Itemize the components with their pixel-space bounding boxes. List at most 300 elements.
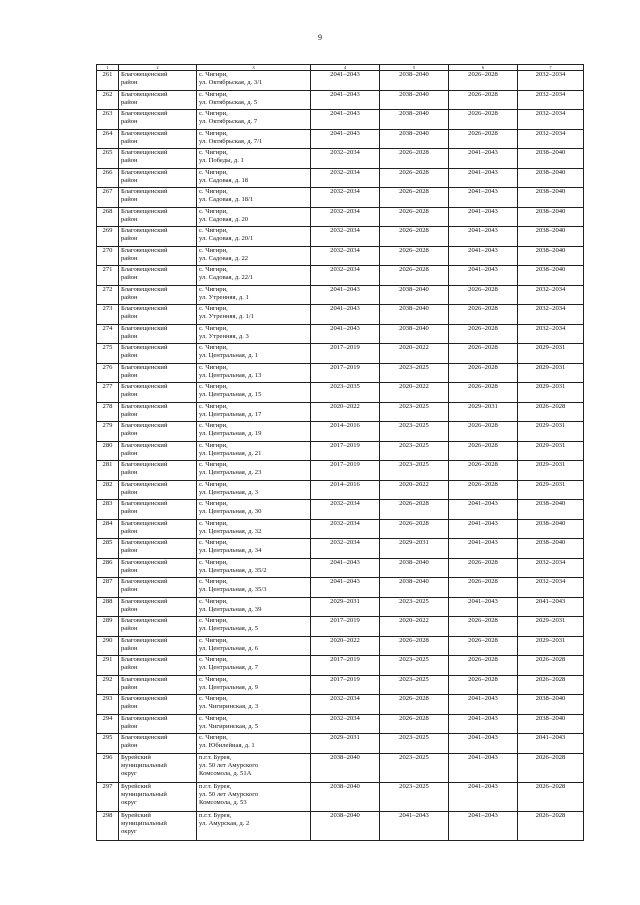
table-row [97, 344, 584, 364]
district-cell [119, 246, 197, 266]
period-cell: 2023–2025 [380, 734, 449, 754]
period-cell: 2032–2034 [518, 578, 584, 598]
row-number: 273 [97, 305, 119, 325]
table-row [97, 168, 584, 188]
period-cell: 2026–2028 [449, 461, 518, 481]
schedule-table [96, 64, 584, 841]
district-line: район [121, 332, 138, 340]
period-cell: 2041–2043 [449, 266, 518, 286]
period-cell: 2014–2016 [311, 480, 380, 500]
address-line: с. Чигири, [199, 441, 228, 449]
period-cell: 2026–2028 [449, 285, 518, 305]
district-cell [119, 266, 197, 286]
address-line: с. Чигири, [199, 188, 228, 195]
address-line: с. Чигири, [199, 636, 228, 644]
period-cell: 2029–2031 [518, 636, 584, 656]
district-cell [119, 617, 197, 637]
address-cell [197, 753, 311, 782]
row-number: 293 [97, 695, 119, 715]
address-cell [197, 500, 311, 520]
address-line: с. Чигири, [199, 129, 228, 137]
address-cell [197, 714, 311, 734]
district-line: район [121, 118, 138, 126]
table-row [97, 129, 584, 149]
period-cell: 2029–2031 [518, 344, 584, 364]
district-line: Благовещенский [121, 227, 168, 234]
address-line: с. Чигири, [199, 695, 228, 702]
period-cell: 2032–2034 [311, 500, 380, 520]
row-number: 261 [97, 71, 119, 91]
period-cell: 2041–2043 [449, 597, 518, 617]
row-number: 270 [97, 246, 119, 266]
address-cell [197, 441, 311, 461]
table-row [97, 71, 584, 91]
district-line: район [121, 605, 138, 613]
district-line: Бурейский [121, 753, 151, 761]
period-cell: 2029–2031 [380, 539, 449, 559]
period-cell: 2026–2028 [449, 558, 518, 578]
table-row [97, 714, 584, 734]
period-cell: 2026–2028 [380, 636, 449, 656]
period-cell: 2032–2034 [518, 324, 584, 344]
address-line: с. Чигири, [199, 207, 228, 215]
period-cell: 2026–2028 [380, 168, 449, 188]
table-row [97, 383, 584, 403]
district-cell [119, 734, 197, 754]
period-cell: 2038–2040 [518, 500, 584, 520]
district-line: район [121, 683, 138, 691]
column-number: 1 [97, 65, 119, 71]
address-cell [197, 129, 311, 149]
district-line: Бурейский [121, 811, 151, 819]
period-cell: 2038–2040 [380, 285, 449, 305]
district-line: Благовещенский [121, 519, 168, 527]
district-line: Благовещенский [121, 734, 168, 741]
district-line: Благовещенский [121, 188, 168, 195]
address-line: ул. Победы, д. 1 [199, 157, 244, 165]
row-number: 269 [97, 227, 119, 247]
period-cell: 2038–2040 [518, 246, 584, 266]
column-number: 7 [518, 65, 584, 71]
period-cell: 2026–2028 [518, 753, 584, 782]
table-row [97, 246, 584, 266]
period-cell: 2041–2043 [449, 227, 518, 247]
row-number: 262 [97, 90, 119, 110]
column-number: 6 [449, 65, 518, 71]
address-line: п.г.т. Бурея, [199, 811, 232, 819]
district-line: район [121, 352, 138, 360]
period-cell: 2032–2034 [311, 266, 380, 286]
period-cell: 2023–2025 [380, 441, 449, 461]
district-line: Благовещенский [121, 539, 168, 546]
row-number: 283 [97, 500, 119, 520]
period-cell: 2026–2028 [449, 675, 518, 695]
address-cell [197, 149, 311, 169]
period-cell: 2041–2043 [449, 695, 518, 715]
period-cell: 2032–2034 [311, 149, 380, 169]
period-cell: 2026–2028 [380, 714, 449, 734]
period-cell: 2026–2028 [449, 656, 518, 676]
address-line: с. Чигири, [199, 480, 228, 488]
address-cell [197, 519, 311, 539]
period-cell: 2026–2028 [380, 695, 449, 715]
address-cell [197, 578, 311, 598]
table-row [97, 519, 584, 539]
period-cell: 2038–2040 [380, 71, 449, 91]
address-cell [197, 305, 311, 325]
period-cell: 2026–2028 [380, 500, 449, 520]
address-line: ул. Октябрьская, д. 5 [199, 98, 258, 106]
period-cell: 2014–2016 [311, 422, 380, 442]
address-line: ул. Садовая, д. 20 [199, 215, 249, 223]
row-number: 289 [97, 617, 119, 637]
district-cell [119, 811, 197, 840]
district-line: Благовещенский [121, 636, 168, 644]
period-cell: 2032–2034 [311, 246, 380, 266]
address-line: ул. Центральная, д. 35/2 [199, 566, 267, 574]
address-line: с. Чигири, [199, 246, 228, 254]
district-line: район [121, 547, 138, 555]
address-line: ул. Центральная, д. 3 [199, 488, 259, 496]
row-number: 297 [97, 782, 119, 811]
district-cell [119, 71, 197, 91]
address-line: ул. Садовая, д. 22/1 [199, 274, 254, 282]
table-row [97, 597, 584, 617]
address-cell [197, 558, 311, 578]
period-cell: 2026–2028 [449, 344, 518, 364]
address-line: с. Чигири, [199, 558, 228, 566]
period-cell: 2041–2043 [518, 597, 584, 617]
period-cell: 2038–2040 [380, 305, 449, 325]
table-row [97, 207, 584, 227]
address-line: ул. Центральная, д. 15 [199, 391, 262, 399]
period-cell: 2026–2028 [449, 71, 518, 91]
address-line: с. Чигири, [199, 344, 228, 351]
period-cell: 2041–2043 [311, 558, 380, 578]
period-cell: 2023–2025 [380, 753, 449, 782]
district-cell [119, 753, 197, 782]
column-number: 4 [311, 65, 380, 71]
district-cell [119, 207, 197, 227]
row-number: 279 [97, 422, 119, 442]
row-number: 268 [97, 207, 119, 227]
table-row [97, 753, 584, 782]
district-cell [119, 285, 197, 305]
district-line: район [121, 566, 138, 574]
district-line: район [121, 137, 138, 145]
district-line: район [121, 742, 138, 750]
period-cell: 2026–2028 [380, 207, 449, 227]
period-cell: 2038–2040 [311, 782, 380, 811]
district-line: район [121, 176, 138, 184]
district-line: район [121, 235, 138, 243]
district-cell [119, 402, 197, 422]
row-number: 278 [97, 402, 119, 422]
district-line: район [121, 527, 138, 535]
period-cell: 2041–2043 [311, 305, 380, 325]
address-cell [197, 90, 311, 110]
address-line: с. Чигири, [199, 227, 228, 234]
period-cell: 2041–2043 [449, 188, 518, 208]
district-line: район [121, 371, 138, 379]
table-row [97, 305, 584, 325]
address-line: ул. Центральная, д. 7 [199, 664, 259, 672]
table-row [97, 461, 584, 481]
address-line: ул. Утренняя, д. 1/1 [199, 313, 254, 321]
address-line: ул. Юбилейная, д. 1 [199, 742, 255, 750]
address-line: ул. Чигиринская, д. 5 [199, 722, 259, 730]
period-cell: 2038–2040 [518, 714, 584, 734]
address-line: ул. Центральная, д. 35/3 [199, 586, 267, 594]
period-cell: 2029–2031 [518, 441, 584, 461]
district-line: район [121, 469, 138, 477]
period-cell: 2029–2031 [449, 402, 518, 422]
table-row [97, 227, 584, 247]
period-cell: 2029–2031 [518, 422, 584, 442]
address-line: ул. Садовая, д. 18/1 [199, 196, 254, 204]
address-line: Комсомола, д. 53 [199, 799, 247, 807]
table-body [97, 65, 584, 841]
period-cell: 2038–2040 [518, 207, 584, 227]
table-row [97, 617, 584, 637]
address-line: ул. Октябрьская, д. 3/1 [199, 79, 263, 87]
address-cell [197, 285, 311, 305]
table-row [97, 675, 584, 695]
row-number: 281 [97, 461, 119, 481]
row-number: 298 [97, 811, 119, 840]
period-cell: 2041–2043 [449, 539, 518, 559]
period-cell: 2026–2028 [380, 519, 449, 539]
period-cell: 2029–2031 [518, 363, 584, 383]
address-line: с. Чигири, [199, 597, 228, 605]
row-number: 292 [97, 675, 119, 695]
address-cell [197, 539, 311, 559]
period-cell: 2020–2022 [380, 480, 449, 500]
district-cell [119, 500, 197, 520]
district-line: Благовещенский [121, 422, 168, 429]
address-line: п.г.т. Бурея, [199, 753, 232, 761]
period-cell: 2038–2040 [518, 539, 584, 559]
period-cell: 2038–2040 [380, 578, 449, 598]
address-line: ул. Центральная, д. 19 [199, 430, 262, 438]
column-number: 2 [119, 65, 197, 71]
period-cell: 2029–2031 [518, 461, 584, 481]
district-line: Благовещенский [121, 246, 168, 254]
period-cell: 2038–2040 [380, 90, 449, 110]
period-cell: 2032–2034 [518, 129, 584, 149]
district-line: Благовещенский [121, 168, 168, 176]
table-row [97, 578, 584, 598]
table-row [97, 363, 584, 383]
period-cell: 2041–2043 [311, 110, 380, 130]
address-line: ул. 50 лет Амурского [199, 790, 259, 798]
district-line: Благовещенский [121, 305, 168, 312]
district-cell [119, 188, 197, 208]
period-cell: 2041–2043 [311, 285, 380, 305]
address-line: с. Чигири, [199, 90, 228, 98]
address-line: с. Чигири, [199, 422, 228, 429]
period-cell: 2026–2028 [449, 578, 518, 598]
period-cell: 2041–2043 [449, 519, 518, 539]
period-cell: 2032–2034 [311, 168, 380, 188]
district-line: Благовещенский [121, 578, 168, 585]
table-row [97, 539, 584, 559]
district-line: Благовещенский [121, 266, 168, 273]
district-cell [119, 227, 197, 247]
district-line: Благовещенский [121, 110, 168, 117]
period-cell: 2032–2034 [518, 285, 584, 305]
address-line: ул. Центральная, д. 6 [199, 644, 259, 652]
row-number: 286 [97, 558, 119, 578]
district-line: Благовещенский [121, 675, 168, 683]
district-line: муниципальный [121, 790, 167, 798]
district-cell [119, 695, 197, 715]
district-cell [119, 636, 197, 656]
row-number: 272 [97, 285, 119, 305]
district-line: район [121, 157, 138, 165]
period-cell: 2038–2040 [518, 149, 584, 169]
period-cell: 2038–2040 [518, 519, 584, 539]
period-cell: 2032–2034 [311, 207, 380, 227]
address-line: с. Чигири, [199, 285, 228, 293]
period-cell: 2023–2025 [380, 597, 449, 617]
period-cell: 2026–2028 [518, 782, 584, 811]
address-line: п.г.т. Бурея, [199, 782, 232, 790]
period-cell: 2029–2031 [311, 597, 380, 617]
period-cell: 2041–2043 [518, 734, 584, 754]
period-cell: 2026–2028 [449, 110, 518, 130]
period-cell: 2029–2031 [518, 383, 584, 403]
period-cell: 2041–2043 [449, 782, 518, 811]
district-cell [119, 344, 197, 364]
address-cell [197, 71, 311, 91]
period-cell: 2032–2034 [311, 714, 380, 734]
district-line: район [121, 644, 138, 652]
district-line: Благовещенский [121, 714, 168, 722]
period-cell: 2026–2028 [380, 246, 449, 266]
period-cell: 2026–2028 [518, 811, 584, 840]
district-line: Благовещенский [121, 597, 168, 605]
row-number: 267 [97, 188, 119, 208]
address-cell [197, 188, 311, 208]
table-row [97, 636, 584, 656]
district-cell [119, 597, 197, 617]
district-line: район [121, 313, 138, 321]
address-line: ул. Центральная, д. 32 [199, 527, 262, 535]
table-row [97, 188, 584, 208]
row-number: 294 [97, 714, 119, 734]
period-cell: 2023–2025 [380, 422, 449, 442]
district-cell [119, 305, 197, 325]
period-cell: 2041–2043 [311, 324, 380, 344]
table-row [97, 811, 584, 840]
period-cell: 2026–2028 [449, 90, 518, 110]
address-cell [197, 363, 311, 383]
district-line: район [121, 98, 138, 106]
table-row [97, 90, 584, 110]
district-cell [119, 383, 197, 403]
address-cell [197, 782, 311, 811]
address-line: ул. Октябрьская, д. 7 [199, 118, 258, 126]
period-cell: 2026–2028 [518, 656, 584, 676]
address-cell [197, 168, 311, 188]
address-line: ул. Садовая, д. 18 [199, 176, 249, 184]
period-cell: 2041–2043 [449, 811, 518, 840]
table-row [97, 480, 584, 500]
period-cell: 2026–2028 [449, 480, 518, 500]
address-line: ул. Центральная, д. 30 [199, 508, 262, 516]
table-row [97, 558, 584, 578]
address-cell [197, 422, 311, 442]
period-cell: 2026–2028 [380, 188, 449, 208]
period-cell: 2038–2040 [518, 227, 584, 247]
district-cell [119, 149, 197, 169]
period-cell: 2017–2019 [311, 363, 380, 383]
row-number: 280 [97, 441, 119, 461]
address-line: ул. Центральная, д. 39 [199, 605, 262, 613]
period-cell: 2026–2028 [449, 383, 518, 403]
address-line: с. Чигири, [199, 539, 228, 546]
district-cell [119, 656, 197, 676]
column-number: 5 [380, 65, 449, 71]
period-cell: 2020–2022 [311, 636, 380, 656]
row-number: 290 [97, 636, 119, 656]
district-cell [119, 675, 197, 695]
period-cell: 2026–2028 [449, 324, 518, 344]
address-cell [197, 695, 311, 715]
district-line: муниципальный [121, 761, 167, 769]
address-line: с. Чигири, [199, 149, 228, 156]
district-line: муниципальный [121, 819, 167, 827]
period-cell: 2038–2040 [311, 811, 380, 840]
period-cell: 2026–2028 [449, 422, 518, 442]
period-cell: 2023–2025 [380, 402, 449, 422]
period-cell: 2020–2022 [380, 344, 449, 364]
table-row [97, 285, 584, 305]
period-cell: 2026–2028 [449, 363, 518, 383]
district-cell [119, 578, 197, 598]
district-line: округ [121, 828, 137, 836]
period-cell: 2032–2034 [518, 110, 584, 130]
period-cell: 2017–2019 [311, 656, 380, 676]
district-line: Благовещенский [121, 90, 168, 98]
address-line: с. Чигири, [199, 402, 228, 410]
period-cell: 2032–2034 [518, 558, 584, 578]
period-cell: 2038–2040 [380, 129, 449, 149]
district-line: район [121, 664, 138, 672]
table-row [97, 734, 584, 754]
period-cell: 2020–2022 [380, 383, 449, 403]
row-number: 285 [97, 539, 119, 559]
table-row [97, 402, 584, 422]
district-line: район [121, 410, 138, 418]
address-line: с. Чигири, [199, 71, 228, 78]
row-number: 274 [97, 324, 119, 344]
row-number: 263 [97, 110, 119, 130]
period-cell: 2038–2040 [518, 266, 584, 286]
district-line: Благовещенский [121, 71, 168, 78]
district-line: Благовещенский [121, 402, 168, 410]
address-cell [197, 246, 311, 266]
period-cell: 2023–2025 [380, 782, 449, 811]
period-cell: 2041–2043 [449, 149, 518, 169]
district-line: район [121, 625, 138, 633]
table-row [97, 324, 584, 344]
period-cell: 2041–2043 [449, 500, 518, 520]
district-line: район [121, 196, 138, 204]
address-line: ул. Садовая, д. 20/1 [199, 235, 254, 243]
district-line: район [121, 430, 138, 438]
